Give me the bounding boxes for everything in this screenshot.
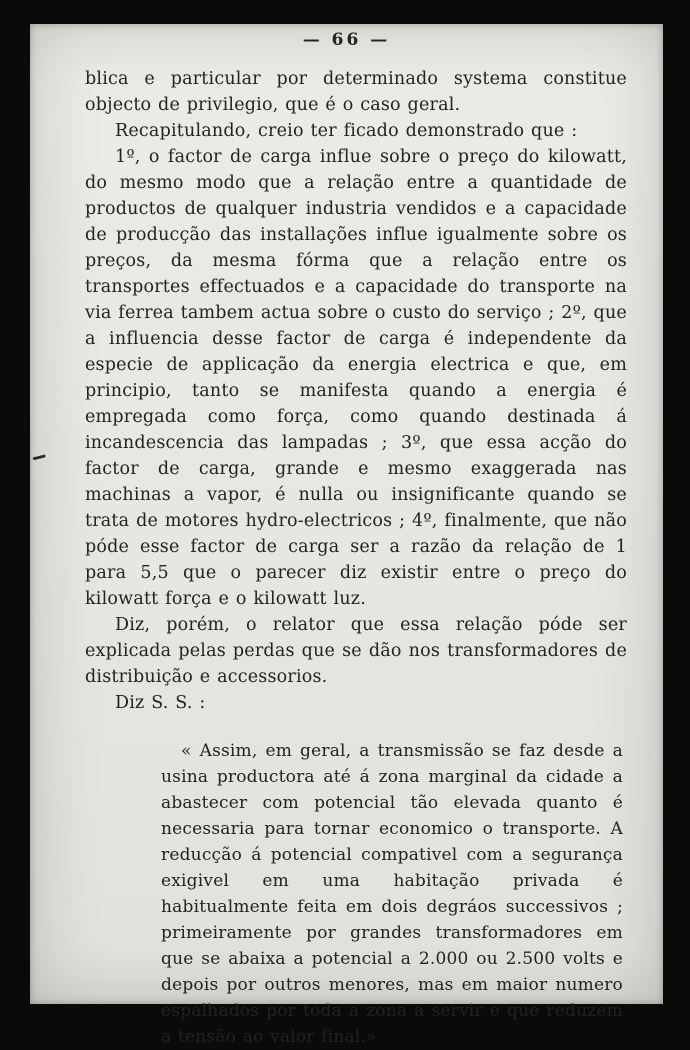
paragraph-recapitulando: Recapitulando, creio ter ficado demonstrado que : <box>115 121 578 141</box>
paragraph-diz-porem: Diz, porém, o relator que essa relação póde ser explicada pelas perdas que se dão nos transformadores de distribuição e accessorios. <box>85 615 627 687</box>
body-text <box>85 66 627 1050</box>
paragraph-enumeration: 1º, o factor de carga influe sobre o preço do kilowatt, do mesmo modo que a relação entre a quantidade de productos de qualquer industria vendidos e a capacidade de producção das installações influe igualmente sobre os preços, da mesma fórma que a relação entre os transportes effectuados e a capacidade do transporte na via ferrea tambem actua sobre o custo do serviço ; 2º, que a influencia desse factor de carga é independente da especie de applicação da energia electrica e que, em principio, tanto se manifesta quando a energia é empregada como força, como quando destinada á incandescencia das lampadas ; 3º, que essa acção do factor de carga, grande e mesmo exaggerada nas machinas a vapor, é nulla ou insignificante quando se trata de motores hydro-electricos ; 4º, finalmente, que não póde esse factor de carga ser a razão da relação de 1 para 5,5 que o parecer diz existir entre o preço do kilowatt força e o kilowatt luz. <box>85 147 627 609</box>
paragraph-continuation: blica e particular por determinado systema constitue objecto de privilegio, que é o caso geral. <box>85 69 627 115</box>
page-number: — 66 — <box>302 30 391 50</box>
block-quote: « Assim, em geral, a transmissão se faz desde a usina productora até á zona marginal da cidade a abastecer com potencial tão elevada quanto é necessaria para tornar economico o transporte. A reducção á potencial compativel com a segurança exigivel em uma habitação privada é habitualmente feita em dois degráos successivos ; primeiramente por grandes transformadores em que se abaixa a potencial a 2.000 ou 2.500 volts e depois por outros menores, mas em maior numero espalhados por toda a zona a servir e que reduzem a tensão ao valor final.» <box>161 741 623 1047</box>
paragraph-diz-ss: Diz S. S. : <box>115 693 206 713</box>
scanned-page-paper <box>30 24 663 1047</box>
